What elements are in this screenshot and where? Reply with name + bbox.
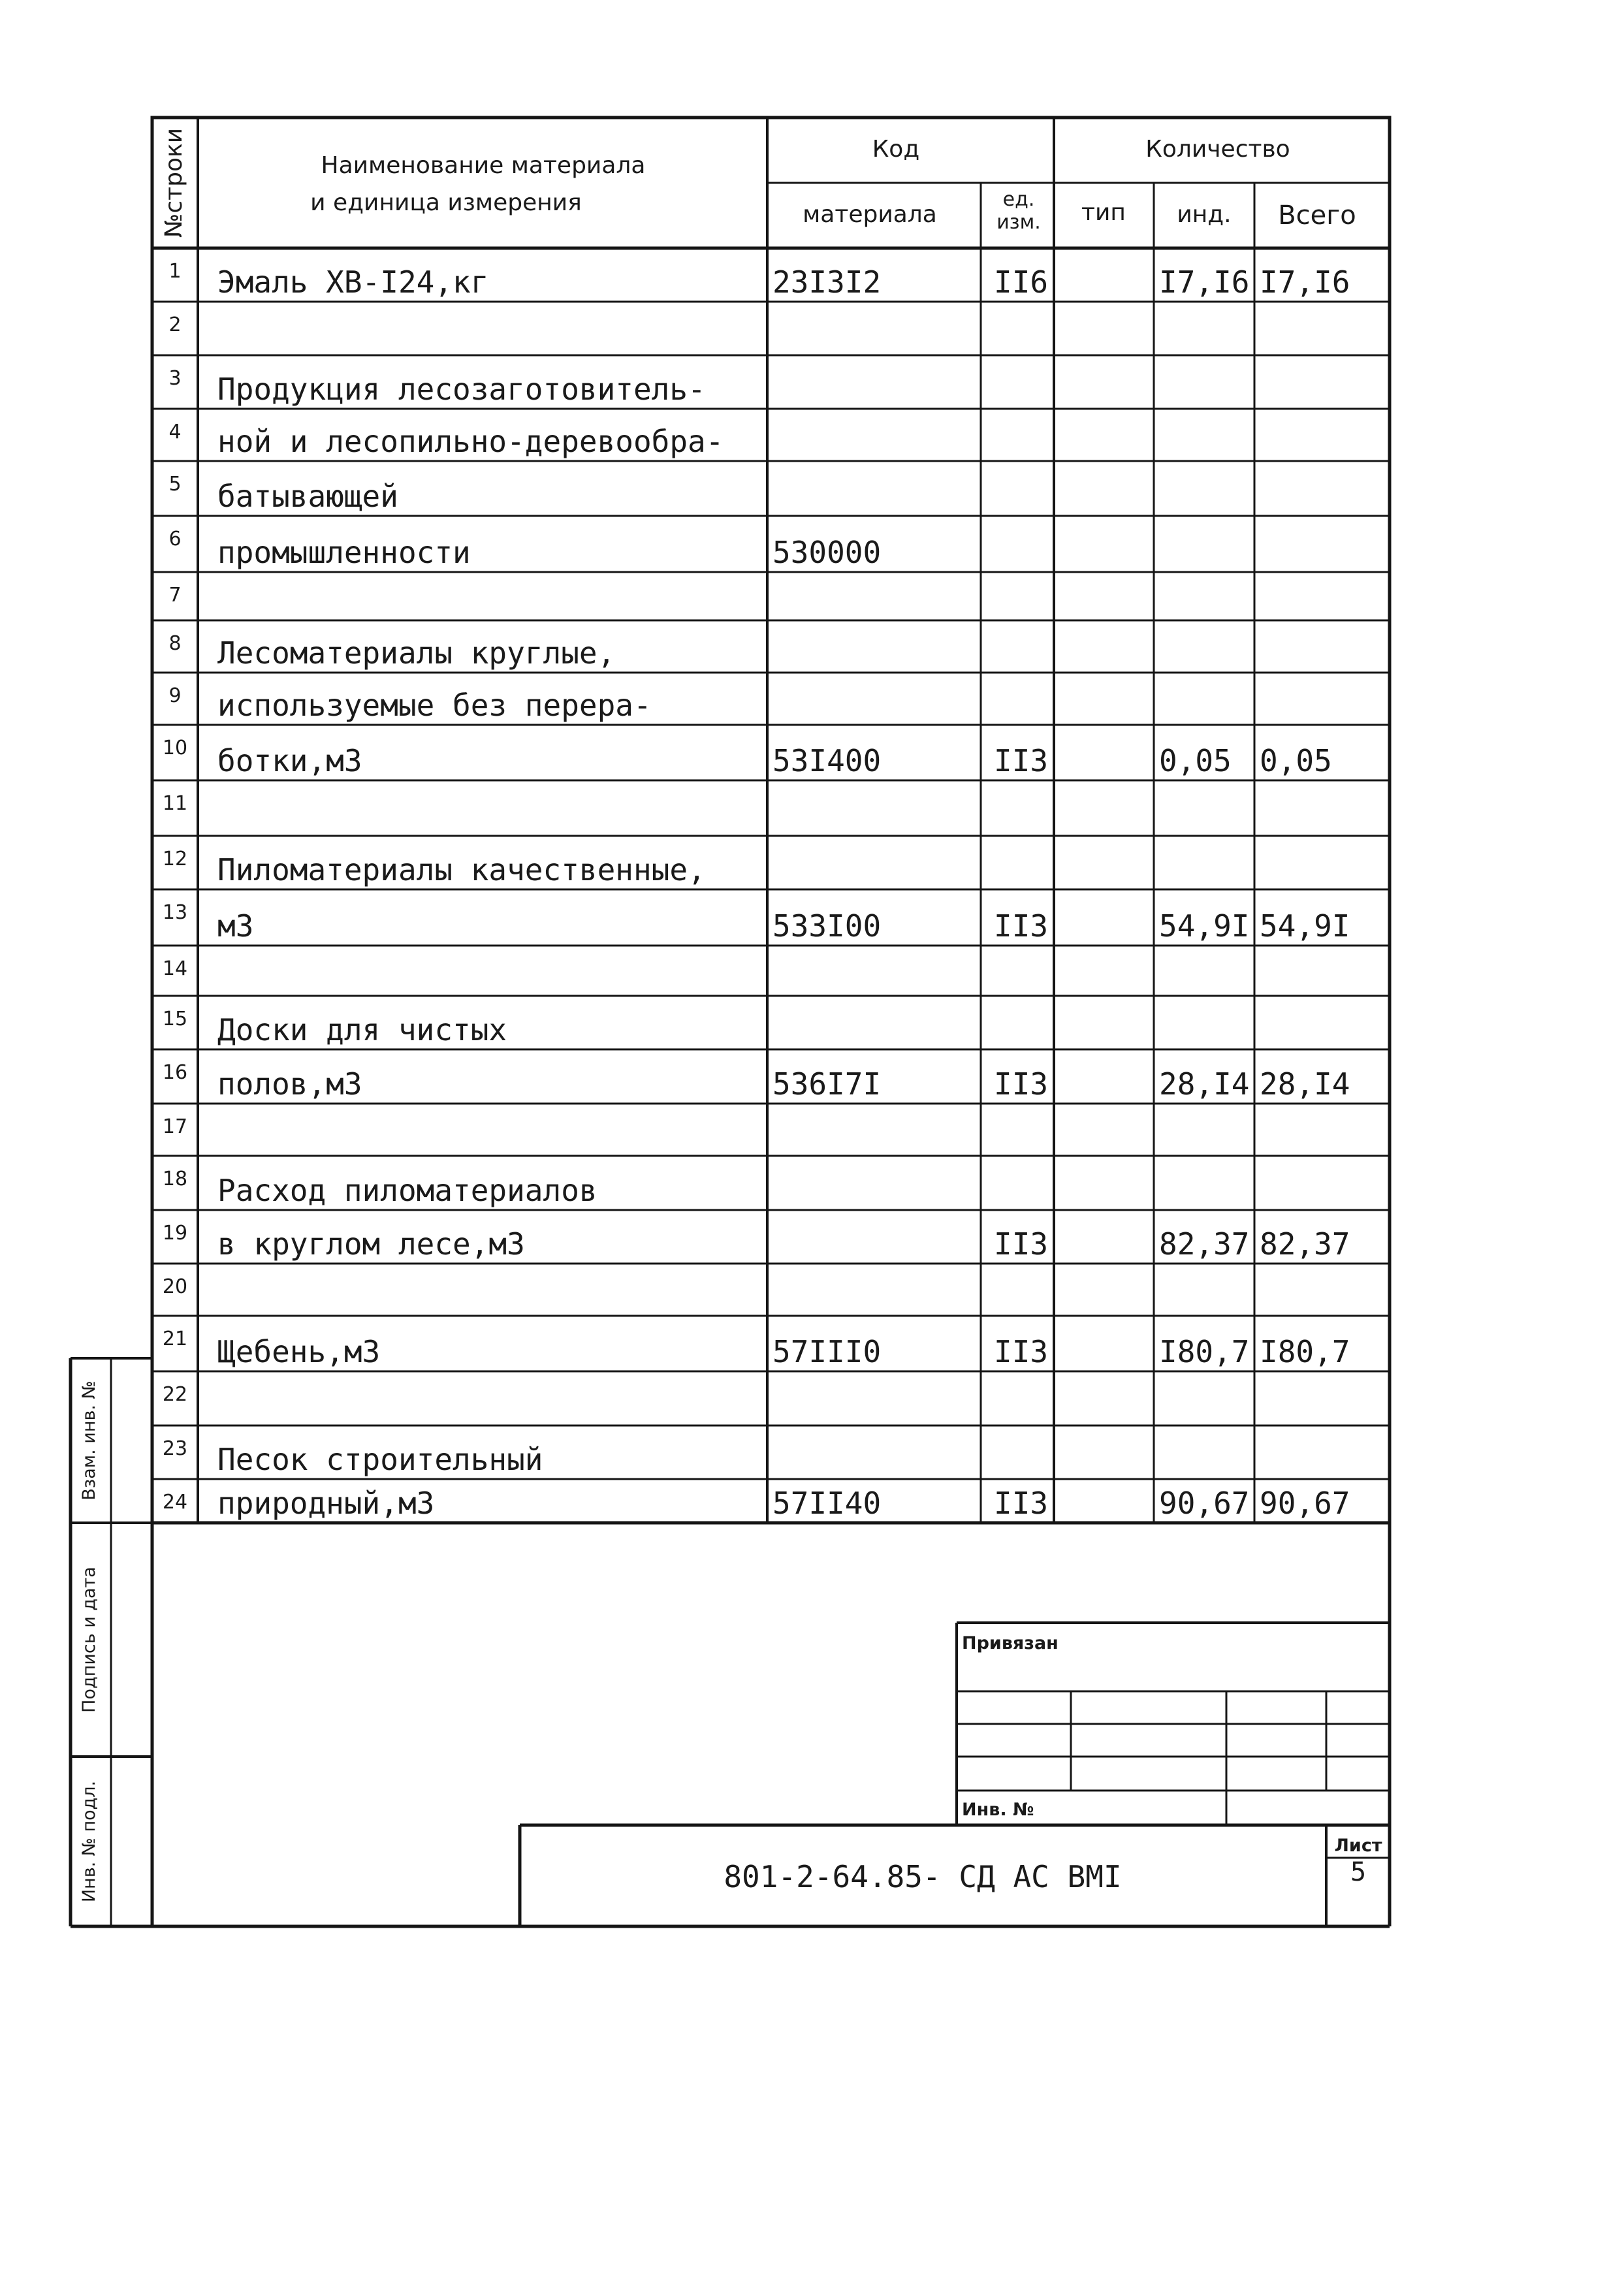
header-unit-line2: изм. [996, 211, 1041, 234]
sheet-label: Лист [1334, 1836, 1382, 1856]
table-row [163, 1168, 597, 1208]
cell-material-name: батывающей [217, 479, 398, 514]
table-row [168, 684, 651, 723]
cell-material-code: 57III0 [772, 1334, 882, 1369]
cell-material-name: ботки,м3 [217, 743, 362, 778]
cell-material-name: промышленности [217, 535, 471, 570]
table-row [163, 1115, 187, 1138]
row-number: 17 [162, 1115, 188, 1138]
table-row [168, 260, 1350, 300]
header-total: Всего [1278, 200, 1356, 231]
table-row [163, 1437, 543, 1477]
header-individual: инд. [1177, 201, 1232, 228]
row-number: 16 [162, 1061, 188, 1084]
row-number: 3 [168, 367, 182, 390]
row-number: 9 [168, 684, 182, 707]
table-row [163, 1275, 187, 1298]
row-number: 23 [162, 1437, 188, 1460]
row-number: 21 [162, 1328, 188, 1350]
row-number: 13 [162, 901, 188, 924]
cell-individual-quantity: 54,9I [1159, 908, 1250, 944]
table-row [163, 1383, 187, 1406]
row-number: 19 [162, 1222, 188, 1245]
cell-material-name: Пиломатериалы качественные, [217, 852, 706, 887]
table-row [168, 473, 398, 514]
sheet-number: 5 [1350, 1857, 1367, 1887]
cell-material-name: Расход пиломатериалов [217, 1173, 597, 1208]
cell-unit-code: II3 [994, 908, 1049, 944]
table-row [163, 1328, 1350, 1369]
row-number: 18 [162, 1168, 188, 1190]
cell-material-code: 53I400 [772, 743, 882, 778]
cell-total-quantity: 90,67 [1260, 1486, 1350, 1521]
header-quantity-group: Количество [1145, 136, 1290, 163]
label-original-inventory: Инв. № подл. [79, 1780, 99, 1903]
table-row [163, 957, 187, 980]
cell-individual-quantity: I7,I6 [1159, 264, 1250, 300]
header-code-group: Код [872, 136, 920, 163]
stamp-bound-to-label: Привязан [962, 1633, 1059, 1653]
cell-material-name: ной и лесопильно-деревообра- [217, 424, 724, 459]
cell-material-name: м3 [217, 908, 254, 944]
table-row [163, 792, 187, 815]
cell-individual-quantity: 82,37 [1159, 1226, 1250, 1262]
cell-material-name: Лесоматериалы круглые, [217, 635, 616, 671]
cell-unit-code: II6 [994, 264, 1049, 300]
cell-individual-quantity: 90,67 [1159, 1486, 1250, 1521]
cell-unit-code: II3 [994, 1334, 1049, 1369]
row-number: 12 [162, 848, 188, 870]
header-name-line2: и единица измерения [310, 189, 582, 216]
cell-total-quantity: 82,37 [1260, 1226, 1350, 1262]
cell-individual-quantity: I80,7 [1159, 1334, 1250, 1369]
cell-individual-quantity: 0,05 [1159, 743, 1232, 778]
table-row [163, 1222, 1350, 1262]
cell-total-quantity: I80,7 [1260, 1334, 1350, 1369]
cell-material-name: полов,м3 [217, 1066, 362, 1102]
cell-material-name: Щебень,м3 [217, 1334, 381, 1369]
header-name-line1: Наименование материала [321, 152, 646, 179]
row-number: 4 [168, 421, 182, 443]
table-row [163, 1061, 1350, 1102]
row-number: 20 [162, 1275, 188, 1298]
cell-material-name: используемые без перера- [217, 688, 652, 723]
table-row [163, 737, 1332, 778]
cell-total-quantity: I7,I6 [1260, 264, 1350, 300]
cell-material-name: природный,м3 [217, 1486, 435, 1521]
cell-material-code: 533I00 [772, 908, 882, 944]
stamp-inventory-number-label: Инв. № [962, 1800, 1034, 1820]
cell-unit-code: II3 [994, 743, 1049, 778]
cell-material-code: 57II40 [772, 1486, 882, 1521]
cell-material-code: 23I3I2 [772, 264, 882, 300]
cell-total-quantity: 54,9I [1260, 908, 1350, 944]
table-row [168, 421, 724, 459]
label-replaced-inventory: Взам. инв. № [79, 1380, 99, 1501]
row-number: 1 [168, 260, 182, 283]
table-row [168, 313, 181, 336]
cell-individual-quantity: 28,I4 [1159, 1066, 1250, 1102]
row-number: 8 [168, 632, 182, 655]
row-number: 7 [168, 584, 182, 607]
row-number: 22 [162, 1383, 188, 1406]
cell-total-quantity: 28,I4 [1260, 1066, 1350, 1102]
cell-total-quantity: 0,05 [1260, 743, 1332, 778]
document-code: 801-2-64.85- СД АС ВМI [724, 1859, 1122, 1894]
cell-material-name: Продукция лесозаготовитель- [217, 372, 706, 407]
row-number: 6 [168, 528, 182, 550]
cell-material-code: 536I7I [772, 1066, 882, 1102]
materials-table-grid [152, 118, 1390, 1523]
table-row [168, 367, 705, 407]
table-row [168, 632, 615, 671]
header-unit-line1: ед. [1002, 188, 1035, 211]
header-row-number: №строки [161, 127, 187, 238]
header-type: тип [1081, 199, 1126, 226]
cell-material-name: Эмаль ХВ-I24,кг [217, 264, 489, 300]
row-number: 14 [162, 957, 188, 980]
row-number: 10 [162, 737, 188, 759]
row-number: 11 [162, 792, 188, 815]
cell-unit-code: II3 [994, 1226, 1049, 1262]
cell-material-code: 530000 [772, 535, 882, 570]
cell-unit-code: II3 [994, 1486, 1049, 1521]
table-row [163, 901, 1350, 944]
table-row [163, 1008, 507, 1047]
table-row [168, 528, 881, 570]
cell-unit-code: II3 [994, 1066, 1049, 1102]
cell-material-name: Доски для чистых [217, 1012, 507, 1047]
row-number: 2 [168, 313, 182, 336]
table-row [163, 1486, 1350, 1521]
cell-material-name: Песок строительный [217, 1442, 543, 1477]
row-number: 24 [162, 1491, 188, 1514]
row-number: 15 [162, 1008, 188, 1030]
cell-material-name: в круглом лесе,м3 [217, 1226, 525, 1262]
row-number: 5 [168, 473, 182, 496]
header-material-code: материала [803, 201, 937, 228]
label-signature-date: Подпись и дата [79, 1567, 99, 1713]
table-row [163, 848, 706, 887]
table-row [168, 584, 181, 607]
